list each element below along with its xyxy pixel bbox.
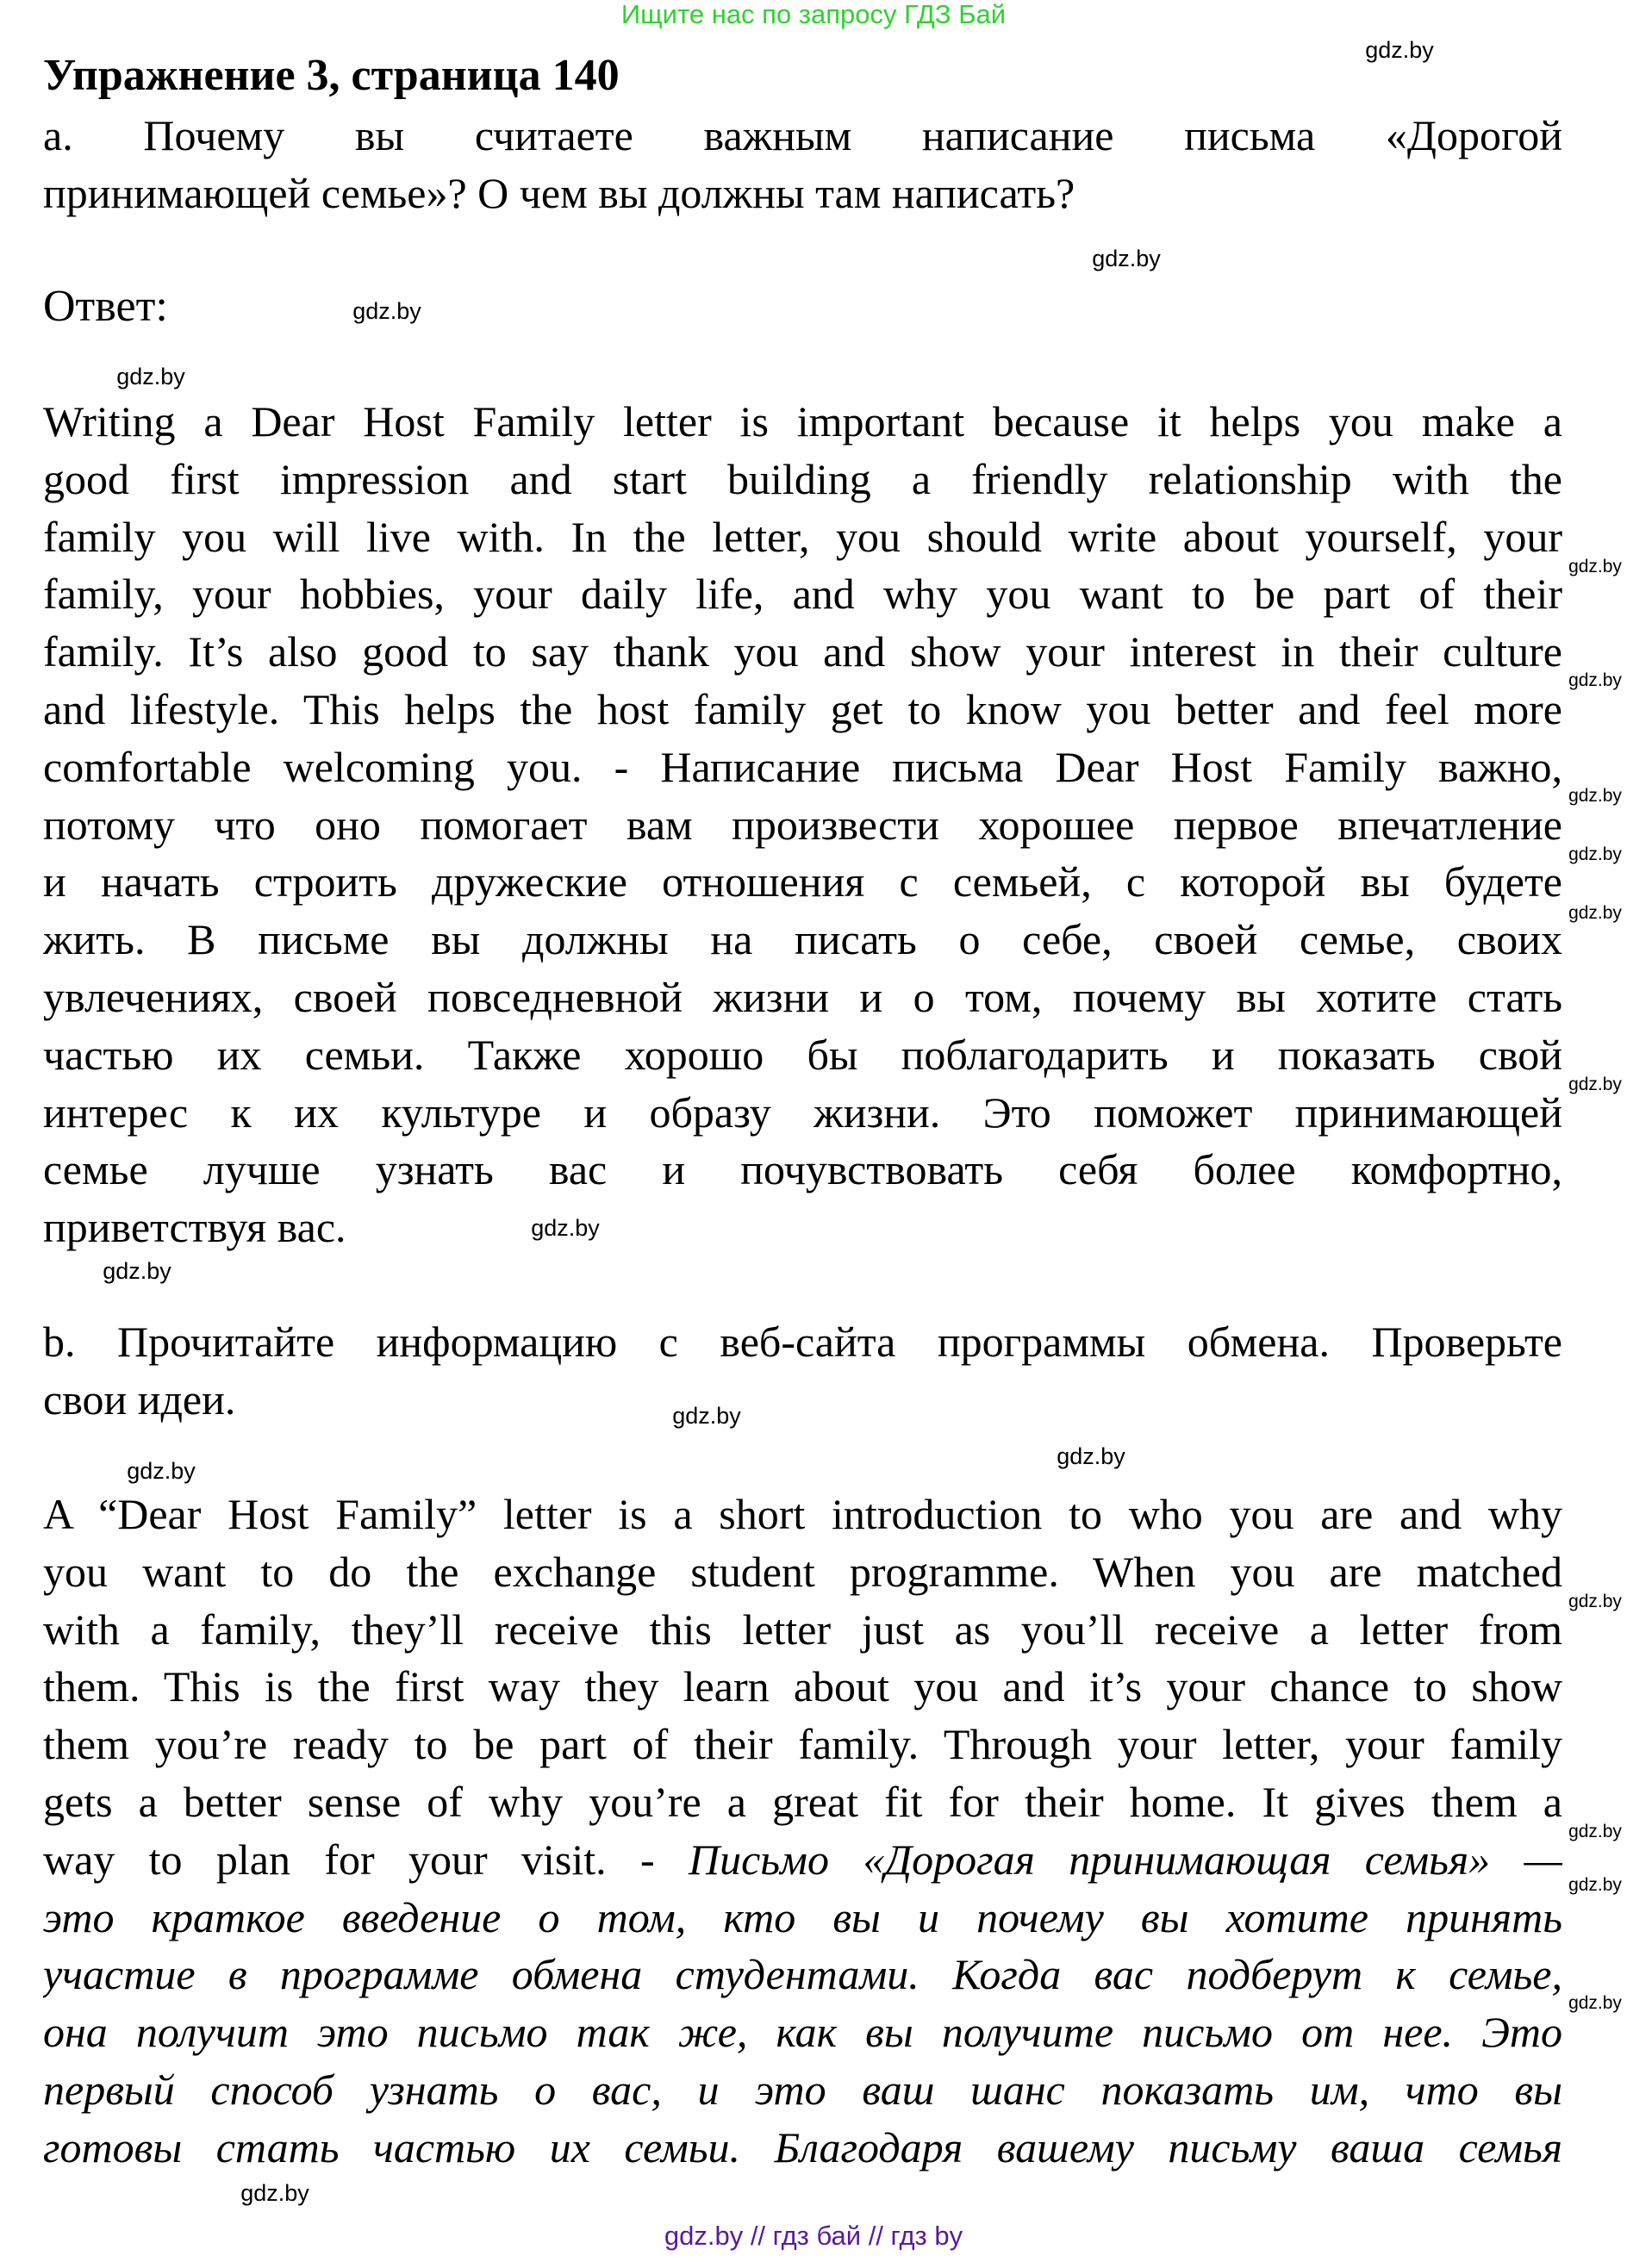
- italic-text-segment: первый способ узнать о вас, и это ваш шанс показать им, что вы: [43, 2066, 1562, 2114]
- text-segment: a. Почему вы считаете важным написание письма «Дорогой: [43, 111, 1562, 159]
- watermark-text: gdz.by: [116, 364, 185, 389]
- text-line: [43, 796, 1562, 853]
- text-line: [43, 2003, 1562, 2060]
- text-segment: family you will live with. In the letter, you should write about yourself, your: [43, 512, 1562, 561]
- search-banner[interactable]: Ищите нас по запросу ГДЗ Бай: [620, 0, 1007, 29]
- watermark-text: gdz.by: [1568, 844, 1622, 864]
- text-segment: потому что оно помогает вам произвести хорошее первое впечатление: [43, 800, 1562, 849]
- text-segment: good first impression and start building a friendly relationship with the: [43, 454, 1562, 503]
- text-segment: приветствуя вас.: [43, 1203, 346, 1252]
- text-line: [43, 853, 1562, 910]
- text-line: [43, 681, 1562, 738]
- answer-label: Ответ:: [43, 282, 168, 331]
- watermark-text: gdz.by: [103, 1258, 171, 1284]
- text-line: [43, 1199, 346, 1256]
- watermark-text: gdz.by: [1568, 670, 1622, 690]
- text-segment: family, your hobbies, your daily life, and why you want to be part of their: [43, 570, 1562, 619]
- text-segment: them. This is the first way they learn about you and it’s your chance to show: [43, 1662, 1562, 1711]
- text-line: [43, 969, 1562, 1025]
- text-line: [43, 1601, 1562, 1658]
- text-segment: семье лучше узнать вас и почувствовать себя более комфортно,: [43, 1145, 1562, 1194]
- text-segment: them you’re ready to be part of their family. Through your letter, your family: [43, 1720, 1562, 1769]
- text-line: [43, 1543, 1562, 1600]
- text-segment: A “Dear Host Family” letter is a short introduction to who you are and why: [43, 1490, 1562, 1538]
- text-line: [43, 1026, 1562, 1083]
- text-line: [43, 565, 1562, 622]
- text-line: [43, 1658, 1562, 1715]
- watermark-text: gdz.by: [672, 1403, 741, 1429]
- page-title: Упражнение 3, страница 140: [43, 51, 620, 100]
- text-segment: with a family, they’ll receive this letter just as you’ll receive a letter from: [43, 1604, 1562, 1654]
- italic-text-segment: участие в программе обмена студентами. Когда вас подберут к семье,: [43, 1950, 1562, 1999]
- watermark-text: gdz.by: [127, 1458, 196, 1484]
- watermark-text: gdz.by: [1568, 786, 1622, 806]
- watermark-text: gdz.by: [1568, 1592, 1622, 1611]
- watermark-text: gdz.by: [1568, 1875, 1622, 1895]
- watermark-text: gdz.by: [352, 298, 421, 324]
- watermark-text: gdz.by: [531, 1215, 600, 1241]
- text-segment: way to plan for your visit. -: [43, 1835, 689, 1884]
- watermark-text: gdz.by: [1092, 246, 1161, 271]
- text-segment: увлечениях, своей повседневной жизни и о том, почему вы хотите стать: [43, 973, 1562, 1021]
- text-line: [43, 1946, 1562, 2003]
- text-segment: Writing a Dear Host Family letter is important because it helps you make a: [43, 397, 1562, 446]
- text-line: [43, 1084, 1562, 1141]
- text-line: [43, 1141, 1562, 1198]
- watermark-text: gdz.by: [1057, 1443, 1125, 1469]
- watermark-text: gdz.by: [240, 2180, 309, 2206]
- text-segment: интерес к их культуре и образу жизни. Это поможет принимающей: [43, 1087, 1562, 1137]
- text-line: [43, 2061, 1562, 2118]
- text-line: [43, 393, 1562, 450]
- text-line: [43, 2119, 1562, 2176]
- text-segment: and lifestyle. This helps the host family get to know you better and feel more: [43, 685, 1562, 733]
- text-line: [43, 1831, 1562, 1888]
- text-segment: свои идеи.: [43, 1374, 236, 1424]
- text-line: [43, 1486, 1562, 1542]
- italic-text-segment: это краткое введение о том, кто вы и почему вы хотите принять: [43, 1892, 1562, 1941]
- italic-text-segment: готовы стать частью их семьи. Благодаря вашему письму ваша семья: [43, 2122, 1562, 2171]
- footer-links[interactable]: gdz.by // гдз бай // гдз by: [664, 2221, 963, 2251]
- text-line: [43, 911, 1562, 968]
- text-line: [43, 451, 1562, 508]
- text-segment: comfortable welcoming you. - Написание письма Dear Host Family важно,: [43, 742, 1562, 791]
- watermark-text: gdz.by: [1568, 1993, 1622, 2013]
- text-line: [43, 508, 1562, 565]
- watermark-text: gdz.by: [1568, 557, 1622, 576]
- text-line: [43, 107, 1562, 164]
- text-line: [43, 165, 1075, 221]
- text-segment: и начать строить дружеские отношения с семьей, с которой вы будете: [43, 857, 1562, 907]
- text-line: [43, 1716, 1562, 1773]
- text-line: [43, 1371, 235, 1428]
- text-segment: gets a better sense of why you’re a great fit for their home. It gives them a: [43, 1778, 1562, 1826]
- watermark-text: gdz.by: [1568, 903, 1622, 923]
- italic-text-segment: она получит это письмо так же, как вы получите письмо от нее. Это: [43, 2008, 1562, 2057]
- text-segment: you want to do the exchange student programme. When you are matched: [43, 1547, 1562, 1596]
- text-segment: принимающей семье»? О чем вы должны там написать?: [43, 168, 1075, 217]
- watermark-text: gdz.by: [1365, 37, 1434, 63]
- text-segment: частью их семьи. Также хорошо бы поблагодарить и показать свой: [43, 1030, 1562, 1079]
- watermark-text: gdz.by: [1568, 1075, 1622, 1094]
- text-segment: b. Прочитайте информацию с веб-сайта программы обмена. Проверьте: [43, 1318, 1562, 1366]
- text-segment: жить. В письме вы должны на писать о себе, своей семье, своих: [43, 915, 1562, 964]
- text-segment: family. It’s also good to say thank you and show your interest in their culture: [43, 627, 1562, 676]
- watermark-text: gdz.by: [1568, 1822, 1622, 1841]
- text-line: [43, 1889, 1562, 1946]
- text-line: [43, 1313, 1562, 1370]
- text-line: [43, 1773, 1562, 1830]
- italic-text-segment: Письмо «Дорогая принимающая семья» —: [689, 1835, 1562, 1884]
- text-line: [43, 738, 1562, 795]
- text-line: [43, 623, 1562, 680]
